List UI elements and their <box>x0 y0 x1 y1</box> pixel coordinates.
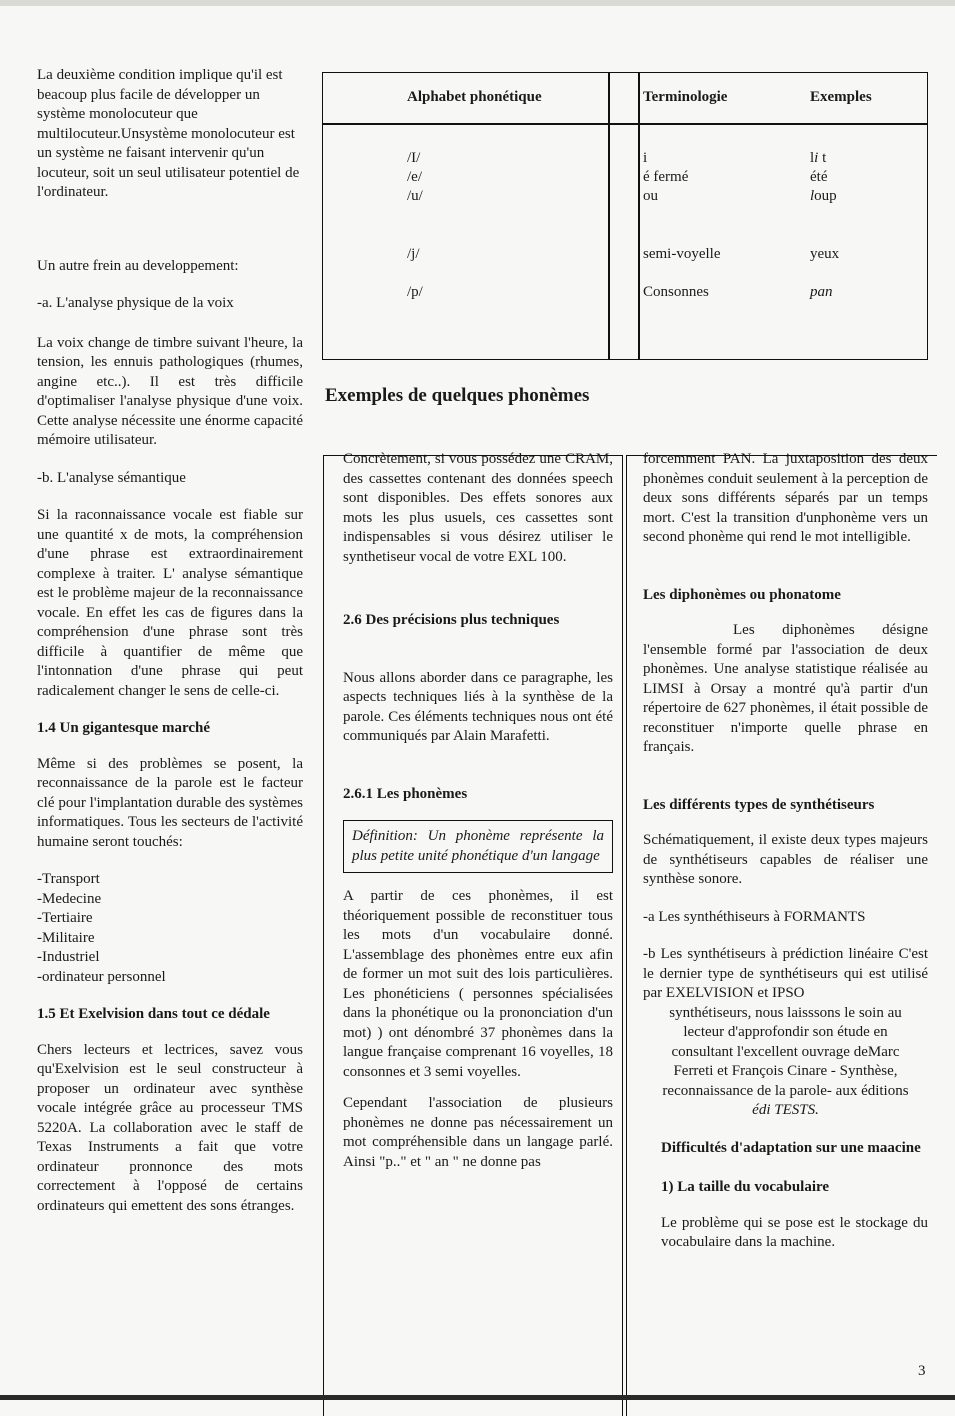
phoneme: /u/ <box>407 188 423 204</box>
section-heading: 2.6.1 Les phonèmes <box>343 785 468 802</box>
term: Consonnes <box>643 284 709 300</box>
section-heading: 1.5 Et Exelvision dans tout ce dédale <box>37 1006 270 1022</box>
bottom-edge <box>0 1395 955 1400</box>
paragraph: synthétiseurs, nous laisssons le soin au lecteur d'approfondir son étude en consultant l'excellent ouvrage deMarc Ferreti et François Cinare - Synthèse, reconnaissance de la parole- aux éditions édi TESTS. <box>662 1004 909 1118</box>
table-header: Alphabet phonétique <box>407 89 542 105</box>
paragraph: Cependant l'association de plusieurs phonèmes ne donne pas nécessairement un mot compréhensible dans un langage parlé. Ainsi "p.." et " an " ne donne pas <box>343 1095 613 1170</box>
page-number: 3 <box>918 1363 926 1379</box>
list-item: -Industriel <box>37 949 100 965</box>
section-heading: 1.4 Un gigantesque marché <box>37 720 211 736</box>
term: é fermé <box>643 169 689 185</box>
example: été <box>810 169 828 185</box>
subheading: -a. L'analyse physique de la voix <box>37 295 234 311</box>
paragraph: La voix change de timbre suivant l'heure, la tension, les ennuis pathologiques (rhumes, angine etc..). Il est très difficile d'optimaliser l'analyse physique d'une voix. Cette analyse nécessite une énorme capacité mémoire utilisateur. <box>37 334 303 448</box>
example: li t <box>810 150 827 166</box>
term: ou <box>643 188 658 204</box>
example: loup <box>810 188 837 204</box>
list-item: -Medecine <box>37 890 102 907</box>
paragraph: La deuxième condition implique qu'il est beacoup plus facile de développer un système monolocuteur que multilocuteur.Unsystème monolocuteur est un système ne faisant intervenir qu'un locuteur, soit un seul utilisateur potentiel de l'ordinateur. <box>37 67 300 200</box>
table-header: Terminologie <box>643 89 728 105</box>
phonetic-table <box>322 72 928 360</box>
table-divider <box>323 123 927 125</box>
paragraph: Même si des problèmes se posent, la reconnaissance de la parole est le facteur clé pour l'implantation durable des systèmes informatiques. Tous les secteurs de l'activité humaine seront touchés: <box>37 755 303 850</box>
right-column <box>643 450 928 1269</box>
list-item: -Militaire <box>37 929 95 946</box>
left-column <box>37 66 303 1232</box>
paragraph: forcemment PAN. La juxtaposition des deux phonèmes conduit seulement à la perception de deux sons différents séparés par un temps mort. C'est la transition d'unphonème vers un second phonème qui rend le mot intelligible. <box>643 451 928 545</box>
section-heading: Difficultés d'adaptation sur une maacine <box>661 1139 921 1156</box>
section-heading: Les diphonèmes ou phonatome <box>643 586 841 603</box>
table-divider <box>608 73 610 359</box>
section-heading: 2.6 Des précisions plus techniques <box>343 612 560 628</box>
table-divider <box>638 73 640 359</box>
section-title: Exemples de quelques phonèmes <box>325 385 590 406</box>
paragraph: A partir de ces phonèmes, il est théoriquement possible de reconstituer tous les mots d'un vocabulaire donné. L'assemblage des phonèmes entre eux afin de former un mot suit des lois particulières. Les phonéticiens ( personnes spécialisées dans la phonétique ou la prononciation d'un mot) ) ont dénombré 37 phonèmes dans la langue française comprenant 16 voyelles, 18 consonnes et 3 semi voyelles. <box>343 888 613 1080</box>
example: pan <box>810 284 833 300</box>
table-header: Exemples <box>810 89 872 105</box>
middle-column <box>343 450 613 1188</box>
paragraph: Concrètement, si vous possédez une CRAM, des cassettes contenant des données speech sont disponibles. Des effets sonores aux mots les plus usuels, ces cassettes sont indispensables si vous désirez utiliser le synthetiseur vocal de votre EXL 100. <box>343 451 613 565</box>
phoneme: /p/ <box>407 284 423 300</box>
paragraph: Si la raconnaissance vocale est fiable sur une quantité x de mots, la compréhension d'une phrase est extraordinairement complexe à traiter. L' analyse sémantique est le problème majeur de la reconnaissance vocale. En effet les cas de figures dans la compréhension d'une phrase sont très difficile à quantifier de même que l'intonnation d'une phrase qui peut radicalement changer le sens de celle-ci. <box>37 507 303 699</box>
list-item: -Tertiaire <box>37 910 93 926</box>
paragraph: Schématiquement, il existe deux types majeurs de synthétiseurs capables de réaliser une synthèse sonore. <box>643 832 928 887</box>
paragraph: Nous allons aborder dans ce paragraphe, les aspects techniques liés à la synthèse de la parole. Ces éléments techniques nous ont été communiqués par Alain Marafetti. <box>343 669 613 744</box>
table-cell <box>643 149 688 206</box>
paragraph: -a Les synthéthiseurs à FORMANTS <box>643 908 866 925</box>
section-heading: 1) La taille du vocabulaire <box>661 1179 830 1195</box>
table-cell <box>407 149 423 206</box>
phoneme: /j/ <box>407 246 420 262</box>
subheading: -b. L'analyse sémantique <box>37 469 186 486</box>
paragraph: Un autre frein au developpement: <box>37 257 239 274</box>
phoneme: /e/ <box>407 169 422 185</box>
section-heading: Les différents types de synthétiseurs <box>643 796 875 813</box>
paragraph: -b Les synthétiseurs à prédiction linéaire C'est le dernier type de synthétiseurs qui est utilisé par EXELVISION et IPSO <box>643 946 928 1001</box>
list-item: -Transport <box>37 871 100 887</box>
phoneme: /I/ <box>407 150 421 166</box>
term: i <box>643 150 648 166</box>
paragraph: Les diphonèmes désigne l'ensemble formé par l'association de deux phonèmes. Une analyse statistique réalisée au LIMSI à Orsay a montré qu'à partir d'un répertoire de 627 phonèmes, il était possible de reconstituer n'importe quelle phrase en français. <box>643 622 928 755</box>
example: yeux <box>810 246 840 262</box>
term: semi-voyelle <box>643 246 721 262</box>
paragraph: Chers lecteurs et lectrices, savez vous qu'Exelvision est le seul constructeur à proposer un ordinateur avec synthèse vocale intégrée grâce au processeur TMS 5220A. La collaboration avec le staff de Texas Instruments a fait que votre ordinateur pronnonce des mots correctement à l'opposé de certains ordinateurs qui emettent des sons étranges. <box>37 1041 303 1214</box>
top-edge <box>0 0 955 6</box>
definition-box: Définition: Un phonème représente la plus petite unité phonétique d'un langage <box>343 820 613 873</box>
paragraph: Le problème qui se pose est le stockage du vocabulaire dans la machine. <box>661 1214 928 1250</box>
sector-list <box>37 870 303 987</box>
list-item: -ordinateur personnel <box>37 968 166 985</box>
table-cell <box>810 149 837 206</box>
